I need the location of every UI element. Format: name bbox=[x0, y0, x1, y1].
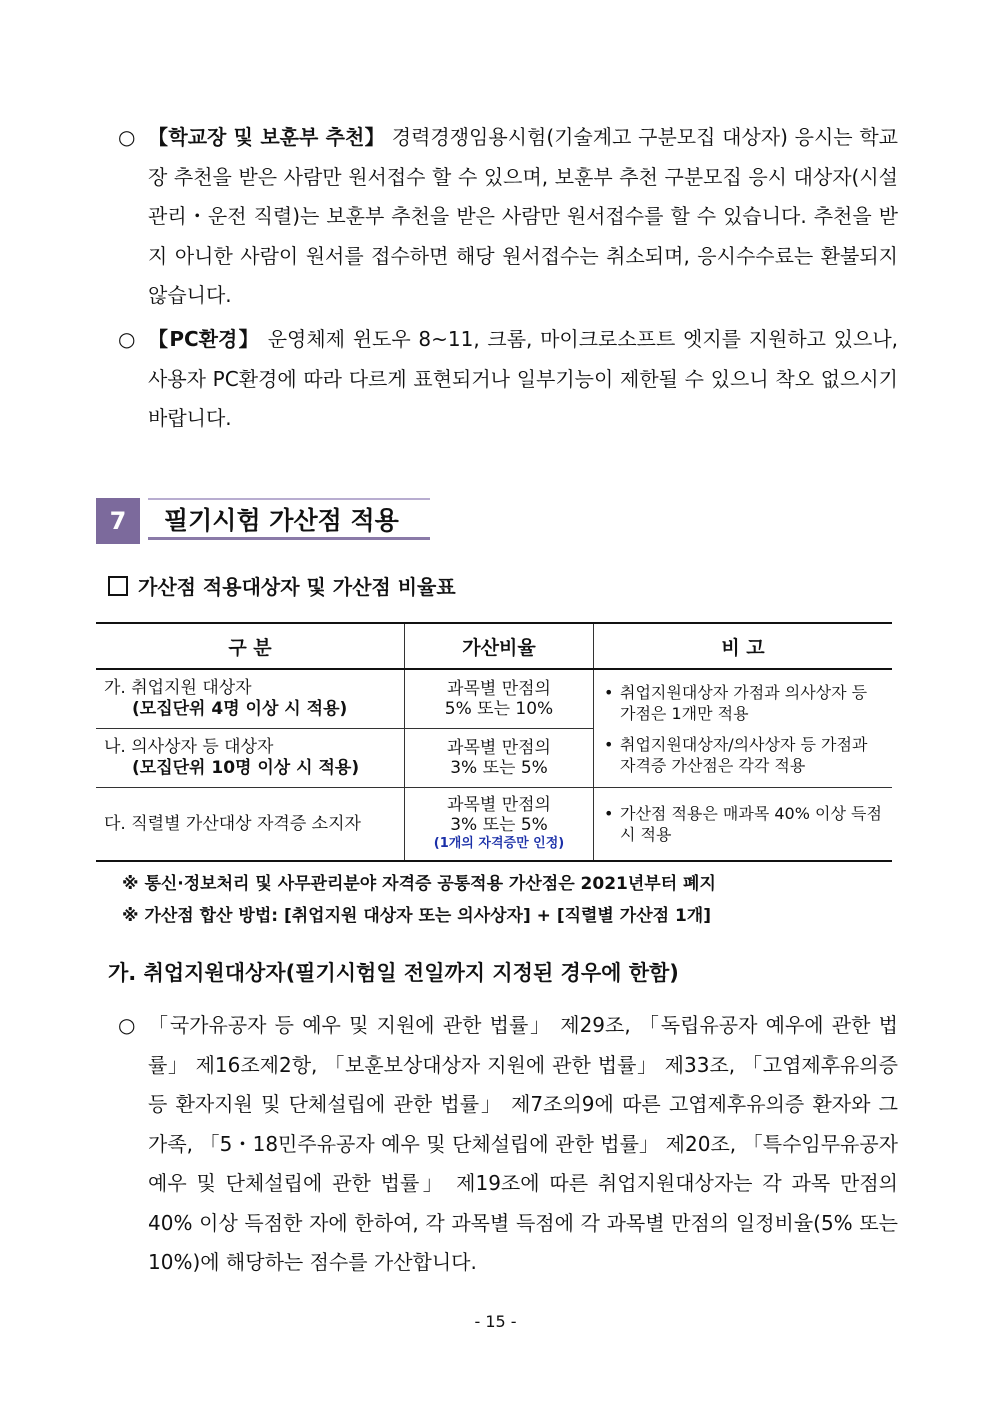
footnote-sum-method: ※ 가산점 합산 방법: [취업지원 대상자 또는 의사상자] + [직렬별 가산점 1개] bbox=[122, 906, 711, 926]
category-condition: (모집단위 10명 이상 시 적용) bbox=[132, 758, 360, 778]
section-number: 7 bbox=[96, 498, 140, 544]
remark-item: • 가산점 적용은 매과목 40% 이상 득점 시 적용 bbox=[604, 803, 884, 845]
bullet-lead: 【학교장 및 보훈부 추천】 bbox=[148, 125, 386, 149]
rate-value: 과목별 만점의 3% 또는 5% bbox=[447, 795, 551, 835]
category-cell bbox=[96, 669, 405, 729]
rate-cell bbox=[405, 669, 594, 729]
category-label: 다. 직렬별 가산대상 자격증 소지자 bbox=[104, 813, 361, 834]
rate-value: 과목별 만점의 5% 또는 10% bbox=[444, 679, 554, 719]
bullet-body: 「국가유공자 등 예우 및 지원에 관한 법률」 제29조, 「독립유공자 예우에 관한 법률」 제16조제2항, 「보훈보상대상자 지원에 관한 법률」 제33조, 「고엽제후유의증 등 환자지원 및 단체설립에 관한 법률」 제7조의9에 따른 고엽제후유의증 환자와 그 가족, 「5・18민주유공자 예우 및 단체설립에 관한 법률」 제20조, 「특수임무유공자 예우 및 단체설립에 관한 법률」 제19조에 따른 취업지원대상자는 각 과목 만점의 40% 이상 득점한 자에 한하여, 각 과목별 득점에 각 과목별 만점의 일정비율(5% 또는 10%)에 해당하는 점수를 가산합니다. bbox=[148, 1013, 898, 1274]
page-number: - 15 - bbox=[474, 1312, 517, 1331]
remarks-cell bbox=[594, 788, 893, 862]
table-row bbox=[96, 669, 892, 729]
remark-item: • 취업지원대상자 가점과 의사상자 등 가점은 1개만 적용 bbox=[604, 682, 884, 724]
category-condition: (모집단위 4명 이상 시 적용) bbox=[132, 699, 348, 719]
subsection-heading: 가. 취업지원대상자(필기시험일 전일까지 지정된 경우에 한함) bbox=[108, 961, 679, 985]
bullet-text: 경력경쟁임용시험(기술계고 구분모집 대상자) 응시는 학교장 추천을 받은 사람만 원서접수 할 수 있으며, 보훈부 추천 구분모집 응시 대상자(시설관리・운전 직렬)는 보훈부 추천을 받은 사람만 원서접수를 할 수 있습니다. 추천을 받지 아니한 사람이 원서를 접수하면 해당 원서접수는 취소되며, 응시수수료는 환불되지 않습니다. bbox=[148, 125, 898, 307]
header-category: 구 분 bbox=[96, 623, 405, 669]
bullet-text: 운영체제 윈도우 8~11, 크롬, 마이크로소프트 엣지를 지원하고 있으나, 사용자 PC환경에 따라 다르게 표현되거나 일부기능이 제한될 수 있으니 착오 없으시기 바랍니다. bbox=[148, 327, 898, 430]
circle-bullet-icon: ○ bbox=[118, 1013, 136, 1037]
bullet-body bbox=[148, 320, 898, 439]
header-remarks: 비 고 bbox=[594, 623, 893, 669]
rate-cell bbox=[405, 729, 594, 788]
table-subheading bbox=[108, 572, 456, 602]
rate-value: 과목별 만점의 3% 또는 5% bbox=[447, 738, 551, 778]
bullet-body bbox=[148, 118, 898, 316]
bullet-lead: 【PC환경】 bbox=[148, 327, 261, 351]
section-title: 필기시험 가산점 적용 bbox=[148, 498, 430, 540]
table-row bbox=[96, 788, 892, 862]
header-rate: 가산비율 bbox=[405, 623, 594, 669]
bullet-employment-support bbox=[118, 1006, 898, 1283]
remarks-cell bbox=[594, 669, 893, 788]
bonus-rate-table bbox=[96, 622, 892, 862]
circle-bullet-icon: ○ bbox=[118, 125, 136, 149]
circle-bullet-icon: ○ bbox=[118, 327, 136, 351]
bullet-recommendation bbox=[118, 118, 898, 316]
rate-note: (1개의 자격증만 인정) bbox=[433, 836, 565, 851]
bullet-pc-environment bbox=[118, 320, 898, 439]
remark-item: • 취업지원대상자/의사상자 등 가점과 자격증 가산점은 각각 적용 bbox=[604, 734, 884, 776]
subheading-text: 가산점 적용대상자 및 가산점 비율표 bbox=[138, 575, 456, 599]
category-cell bbox=[96, 788, 405, 862]
category-label: 나. 의사상자 등 대상자 bbox=[104, 737, 274, 757]
rate-cell bbox=[405, 788, 594, 862]
checkbox-square-icon bbox=[108, 576, 128, 596]
footnote-abolished: ※ 통신·정보처리 및 사무관리분야 자격증 공통적용 가산점은 2021년부터 폐지 bbox=[122, 874, 716, 894]
category-label: 가. 취업지원 대상자 bbox=[104, 678, 252, 698]
table-header-row bbox=[96, 623, 892, 669]
category-cell bbox=[96, 729, 405, 788]
